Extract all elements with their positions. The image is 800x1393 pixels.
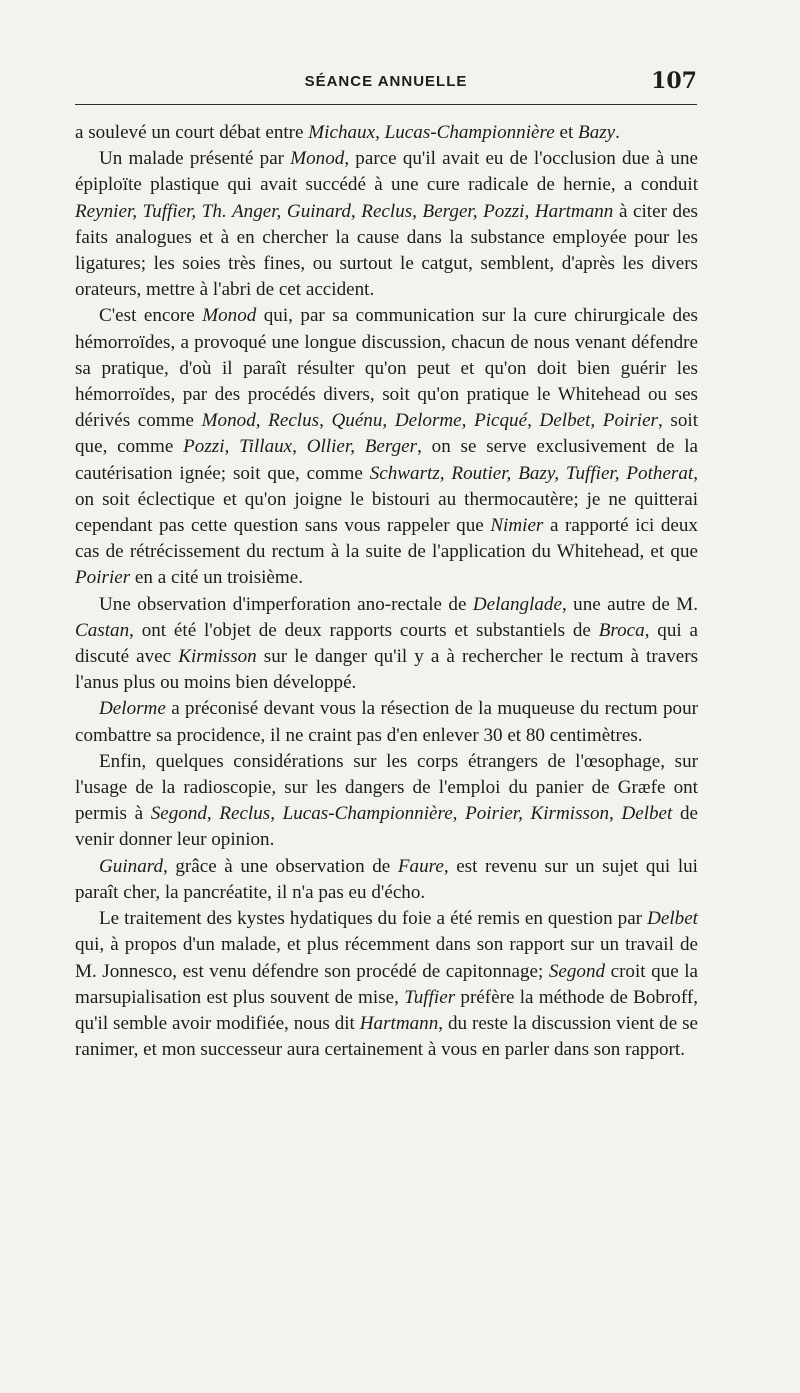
paragraph-occlusion: Un malade présenté par Monod, parce qu'il avait eu de l'occlusion due à une épiploïte plastique qui avait succédé à une cure radicale de hernie, a conduit Reynier, Tuffier, Th. Anger, Guinard, Reclus, Berger, Pozzi, Hartmann à citer des faits analogues et à en chercher la cause dans la substance employée pour les ligatures; les soies très fines, ou surtout le catgut, semblent, d'après les divers orateurs, mettre à l'abri de cet accident.	[75, 148, 698, 301]
paragraph-hydatid-cysts: Le traitement des kystes hydatiques du foie a été remis en question par Delbet qui, à propos d'un malade, et plus récemment dans son rapport sur un travail de M. Jonnesco, est venu défendre son procédé de capitonnage; Segond croit que la marsupialisation est plus souvent de mise, Tuffier préfère la méthode de Bobroff, qu'il semble avoir modifiée, nous dit Hartmann, du reste la discussion vient de se ranimer, et mon successeur aura certainement à vous en parler dans son rapport.	[75, 908, 698, 1061]
paragraph-imperforation: Une observation d'imperforation ano-rectale de Delanglade, une autre de M. Castan, ont été l'objet de deux rapports courts et substantiels de Broca, qui a discuté avec Kirmisson sur le danger qu'il y a à rechercher le rectum à travers l'anus plus ou moins bien développé.	[75, 593, 698, 694]
header-rule	[75, 104, 697, 105]
paragraph-hemorrhoids: C'est encore Monod qui, par sa communication sur la cure chirurgicale des hémorroïdes, a provoqué une longue discussion, chacun de nous venant défendre sa pratique, d'où il paraît résulter qu'on peut et qu'on doit bien guérir les hémorroïdes, par des procédés divers, soit qu'on pratique le Whitehead ou ses dérivés comme Monod, Reclus, Quénu, Delorme, Picqué, Delbet, Poirier, soit que, comme Pozzi, Tillaux, Ollier, Berger, on se serve exclusivement de la cautérisation ignée; soit que, comme Schwartz, Routier, Bazy, Tuffier, Potherat, on soit éclectique et qu'on joigne le bistouri au thermocautère; je ne quitterai cependant pas cette question sans vous rappeler que Nimier a rapporté ici deux cas de rétrécissement du rectum à la suite de l'application du Whitehead, et que Poirier en a cité un troisième.	[75, 305, 698, 589]
page-header	[75, 70, 697, 100]
body-text	[75, 120, 698, 1063]
paragraph-esophagus: Enfin, quelques considérations sur les corps étrangers de l'œsophage, sur l'usage de la radioscopie, sur les dangers de l'emploi du panier de Græfe ont permis à Segond, Reclus, Lucas-Championnière, Poirier, Kirmisson, Delbet de venir donner leur opinion.	[75, 750, 698, 851]
paragraph-pancreatitis: Guinard, grâce à une observation de Faure, est revenu sur un sujet qui lui paraît cher, la pancréatite, il n'a pas eu d'écho.	[75, 855, 698, 903]
paragraph-continuation: a soulevé un court débat entre Michaux, Lucas-Championnière et Bazy.	[75, 122, 620, 143]
running-title: SÉANCE ANNUELLE	[304, 73, 468, 90]
page-number: 107	[651, 68, 697, 94]
paragraph-rectum-procidence: Delorme a préconisé devant vous la résection de la muqueuse du rectum pour combattre sa procidence, il ne craint pas d'en enlever 30 et 80 centimètres.	[75, 698, 698, 746]
